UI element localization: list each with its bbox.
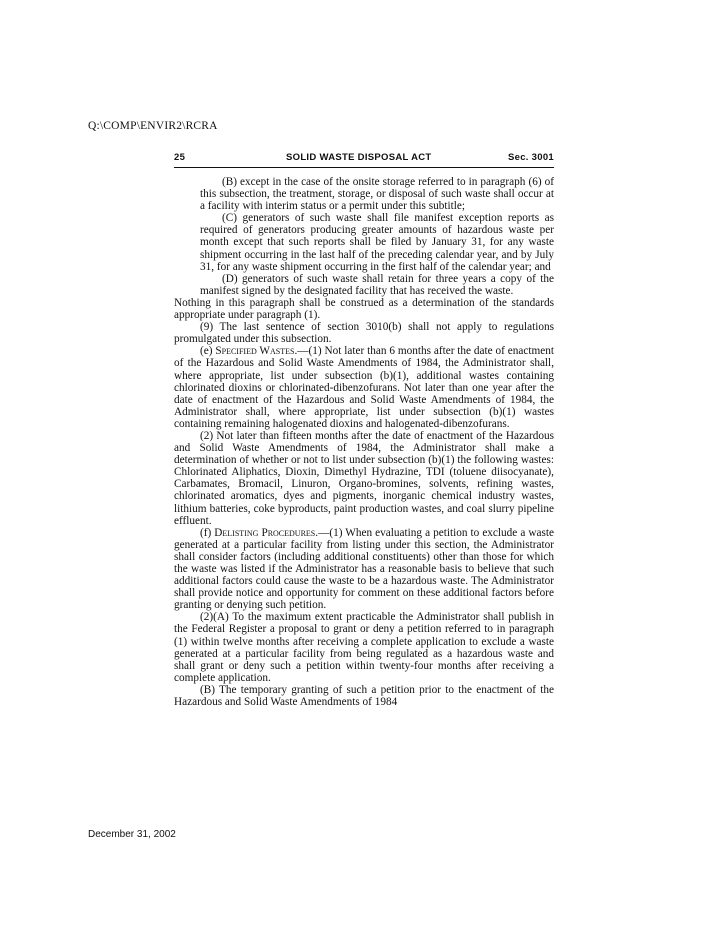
paragraph-e-2: (2) Not later than fifteen months after the date of enactment of the Hazardous and Solid Waste Amendments of 1984, the Administrator shall make a determination of whether or not to list under subsection (b)(1) the following wastes: Chlorinated Aliphatics, Dioxin, Dimethyl Hydrazine, TDI (toluene diisocyanate), Carbamates, Bromacil, Linuron, Organo-bromines, solvents, refining wastes, chlorinated aromatics, dyes and pigments, inorganic chemical industry wastes, lithium batteries, coke byproducts, paint production wastes, and coal slurry pipeline effluent.	[174, 429, 554, 527]
page-number: 25	[174, 152, 186, 163]
paragraph-f-text: .—(1) When evaluating a petition to exclude a waste generated at a particular facility from listing under this section, the Administrator shall consider factors (including additional constituents) other than those for which the waste was listed if the Administrator has a reasonable basis to believe that such additional factors could cause the waste to be a hazardous waste. The Administrator shall provide notice and opportunity for comment on these additional factors before granting or denying such petition.	[174, 526, 554, 612]
paragraph-f	[174, 527, 554, 612]
subparagraph-block	[174, 176, 554, 297]
footer-date: December 31, 2002	[88, 829, 176, 840]
paragraph-c: (C) generators of such waste shall file manifest exception reports as required of generators producing greater amounts of hazardous waste per month except that such reports shall be filed by January 31, for any waste shipment occurring in the last half of the preceding calendar year, and by July 31, for any waste shipment occurring in the first half of the calendar year; and	[200, 212, 554, 273]
paragraph-d: (D) generators of such waste shall retain for three years a copy of the manifest signed by the designated facility that has received the waste.	[200, 272, 554, 297]
paragraph-e-heading: Specified Wastes	[215, 345, 295, 358]
paragraph-f-2a: (2)(A) To the maximum extent practicable the Administrator shall publish in the Federal Register a proposal to grant or deny a petition referred to in paragraph (1) within twelve months after receiving a complete application to exclude a waste generated at a particular facility from being regulated as a hazardous waste and shall grant or deny such a petition within twenty-four months after receiving a complete application.	[174, 611, 554, 684]
paragraph-e-text: .—(1) Not later than 6 months after the date of enactment of the Hazardous and Solid Waste Amendments of 1984, the Administrator shall, where appropriate, list under subsection (b)(1), additional wastes containing chlorinated dioxins or chlorinated-dibenzofurans. Not later than one year after the date of enactment of the Hazardous and Solid Waste Amendments of 1984, the Administrator shall, where appropriate, list under subsection (b)(1) wastes containing remaining halogenated dioxins and halogenated-dibenzofurans.	[174, 345, 554, 430]
section-number: Sec. 3001	[507, 152, 554, 163]
paragraph-b: (B) except in the case of the onsite storage referred to in paragraph (6) of this subsection, the treatment, storage, or disposal of such waste shall occur at a facility with interim status or a permit under this subtitle;	[200, 176, 554, 213]
paragraph-nothing: Nothing in this paragraph shall be construed as a determination of the standards appropriate under paragraph (1).	[174, 296, 554, 322]
paragraph-f-2b: (B) The temporary granting of such a petition prior to the enactment of the Hazardous and Solid Waste Amendments of 1984	[174, 683, 554, 709]
paragraph-f-lead: (f)	[200, 526, 215, 539]
paragraph-e	[174, 345, 554, 430]
running-header	[174, 152, 554, 168]
paragraph-9: (9) The last sentence of section 3010(b) shall not apply to regulations promulgated under this subsection.	[174, 321, 554, 346]
paragraph-e-lead: (e)	[200, 345, 216, 358]
paragraph-f-heading: Delisting Procedures	[214, 526, 316, 539]
document-path: Q:\COMP\ENVIR2\RCRA	[88, 120, 218, 132]
act-title: SOLID WASTE DISPOSAL ACT	[286, 152, 432, 163]
header-rule	[174, 167, 554, 168]
document-body	[174, 176, 554, 708]
